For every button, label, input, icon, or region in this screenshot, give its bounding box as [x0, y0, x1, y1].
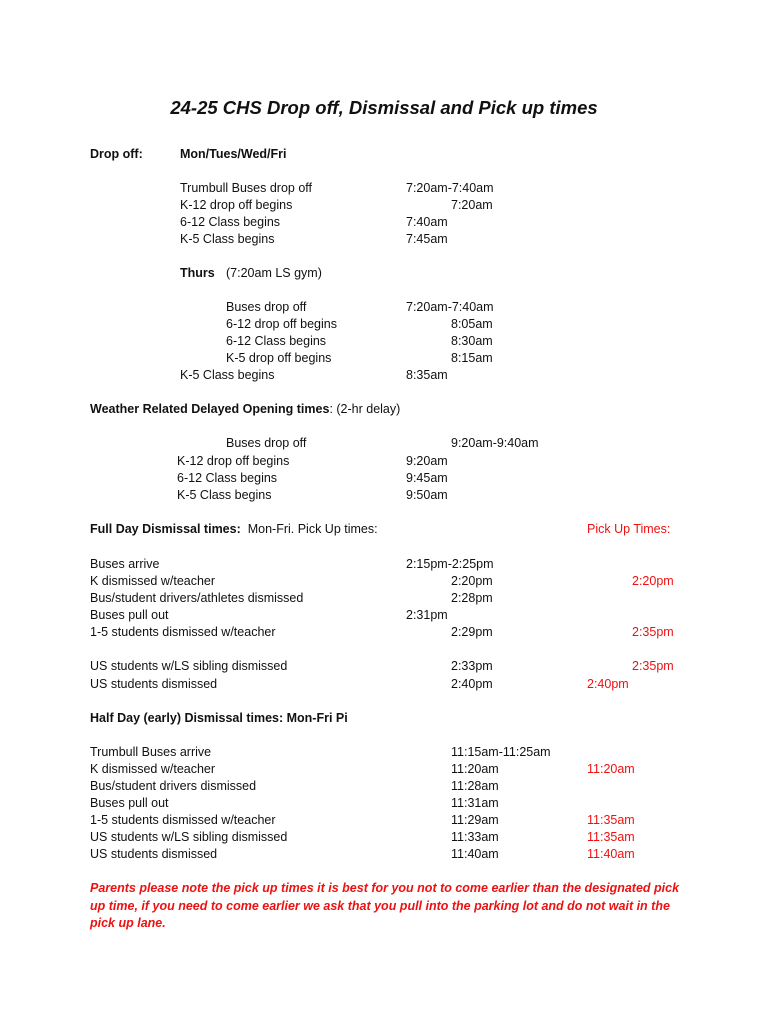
thurs-row-time: 7:20am-7:40am [406, 300, 494, 314]
half-day-row-label: 1-5 students dismissed w/teacher [90, 813, 276, 827]
dropoff-label: Drop off: [90, 147, 143, 161]
thurs-row-label: 6-12 Class begins [226, 334, 327, 348]
full-day-row-time: 2:33pm [451, 659, 493, 673]
full-day-row-time: 2:40pm [451, 677, 493, 691]
half-day-row-pickup: 11:35am [587, 830, 635, 844]
full-day-row-pickup: 2:35pm [632, 625, 674, 639]
full-day-heading: Full Day Dismissal times: [90, 522, 241, 536]
thurs-row-time: 8:30am [451, 334, 493, 348]
thurs-row-time: 8:05am [451, 317, 493, 331]
weather-heading: Weather Related Delayed Opening times [90, 402, 330, 416]
weather-row-time: 9:45am [406, 471, 448, 485]
thurs-row-time: 8:35am [406, 368, 448, 382]
dropoff-row-time: 7:45am [406, 232, 448, 246]
full-day-row-label: US students w/LS sibling dismissed [90, 659, 288, 673]
weather-suffix: : (2-hr delay) [329, 402, 401, 416]
dropoff-row-time: 7:40am [406, 215, 448, 229]
weather-row-label: 6-12 Class begins [177, 471, 278, 485]
half-day-row-time: 11:20am [451, 762, 499, 776]
full-day-row-label: K dismissed w/teacher [90, 574, 216, 588]
full-day-row-label: Buses pull out [90, 608, 169, 622]
half-day-row-pickup: 11:35am [587, 813, 635, 827]
weather-row-time: 9:50am [406, 488, 448, 502]
full-day-row-label: 1-5 students dismissed w/teacher [90, 625, 276, 639]
dropoff-row-label: K-12 drop off begins [180, 198, 293, 212]
half-day-row-time: 11:40am [451, 847, 499, 861]
half-day-row-label: US students dismissed [90, 847, 218, 861]
half-day-row-time: 11:15am-11:25am [451, 745, 551, 759]
full-day-row-time: 2:29pm [451, 625, 493, 639]
dropoff-row-label: Trumbull Buses drop off [180, 181, 313, 195]
half-day-row-label: Trumbull Buses arrive [90, 745, 212, 759]
half-day-row-time: 11:33am [451, 830, 499, 844]
full-day-row-time: 2:28pm [451, 591, 493, 605]
weather-row-label: K-12 drop off begins [177, 454, 290, 468]
half-day-row-time: 11:28am [451, 779, 499, 793]
full-day-row-label: US students dismissed [90, 677, 218, 691]
parent-note: Parents please note the pick up times it is best for you not to come earlier than the designated pick up time, if you need to come earlier we ask that you pull into the parking lot and do not wait in the pick up lane. [90, 881, 680, 930]
weather-row-label: K-5 Class begins [177, 488, 272, 502]
full-day-row-time: 2:31pm [406, 608, 448, 622]
weather-row-time: 9:20am [406, 454, 448, 468]
thurs-row-label: 6-12 drop off begins [226, 317, 337, 331]
dropoff-row-time: 7:20am-7:40am [406, 181, 494, 195]
half-day-row-pickup: 11:20am [587, 762, 635, 776]
half-day-row-label: K dismissed w/teacher [90, 762, 216, 776]
pickup-times-header: Pick Up Times: [587, 522, 671, 536]
dropoff-row-time: 7:20am [451, 198, 493, 212]
thurs-row-label: Buses drop off [226, 300, 307, 314]
full-day-row-time: 2:20pm [451, 574, 493, 588]
full-day-heading-line [90, 521, 378, 537]
weather-row-label: Buses drop off [226, 436, 307, 450]
thurs-row-time: 8:15am [451, 351, 493, 365]
weather-heading-line [90, 401, 400, 417]
half-day-row-time: 11:29am [451, 813, 499, 827]
thurs-note: (7:20am LS gym) [226, 266, 322, 280]
half-day-row-label: Bus/student drivers dismissed [90, 779, 257, 793]
half-day-row-label: US students w/LS sibling dismissed [90, 830, 288, 844]
full-day-row-label: Buses arrive [90, 557, 160, 571]
page-title: 24-25 CHS Drop off, Dismissal and Pick up times [170, 97, 598, 118]
full-day-row-time: 2:15pm-2:25pm [406, 557, 494, 571]
half-day-row-pickup: 11:40am [587, 847, 635, 861]
dropoff-row-label: K-5 Class begins [180, 232, 275, 246]
dropoff-days: Mon/Tues/Wed/Fri [180, 147, 287, 161]
half-day-row-time: 11:31am [451, 796, 499, 810]
full-day-row-pickup: 2:20pm [632, 574, 674, 588]
full-day-row-label: Bus/student drivers/athletes dismissed [90, 591, 304, 605]
full-day-row-pickup: 2:35pm [632, 659, 674, 673]
half-day-row-label: Buses pull out [90, 796, 169, 810]
half-day-heading: Half Day (early) Dismissal times: Mon-Fri Pi [90, 711, 348, 725]
thurs-label: Thurs [180, 266, 215, 280]
full-day-suffix: Mon-Fri. Pick Up times: [247, 522, 378, 536]
dropoff-row-label: 6-12 Class begins [180, 215, 281, 229]
thurs-row-label: K-5 drop off begins [226, 351, 332, 365]
full-day-row-pickup: 2:40pm [587, 677, 629, 691]
weather-row-time: 9:20am-9:40am [451, 436, 539, 450]
thurs-row-label: K-5 Class begins [180, 368, 275, 382]
